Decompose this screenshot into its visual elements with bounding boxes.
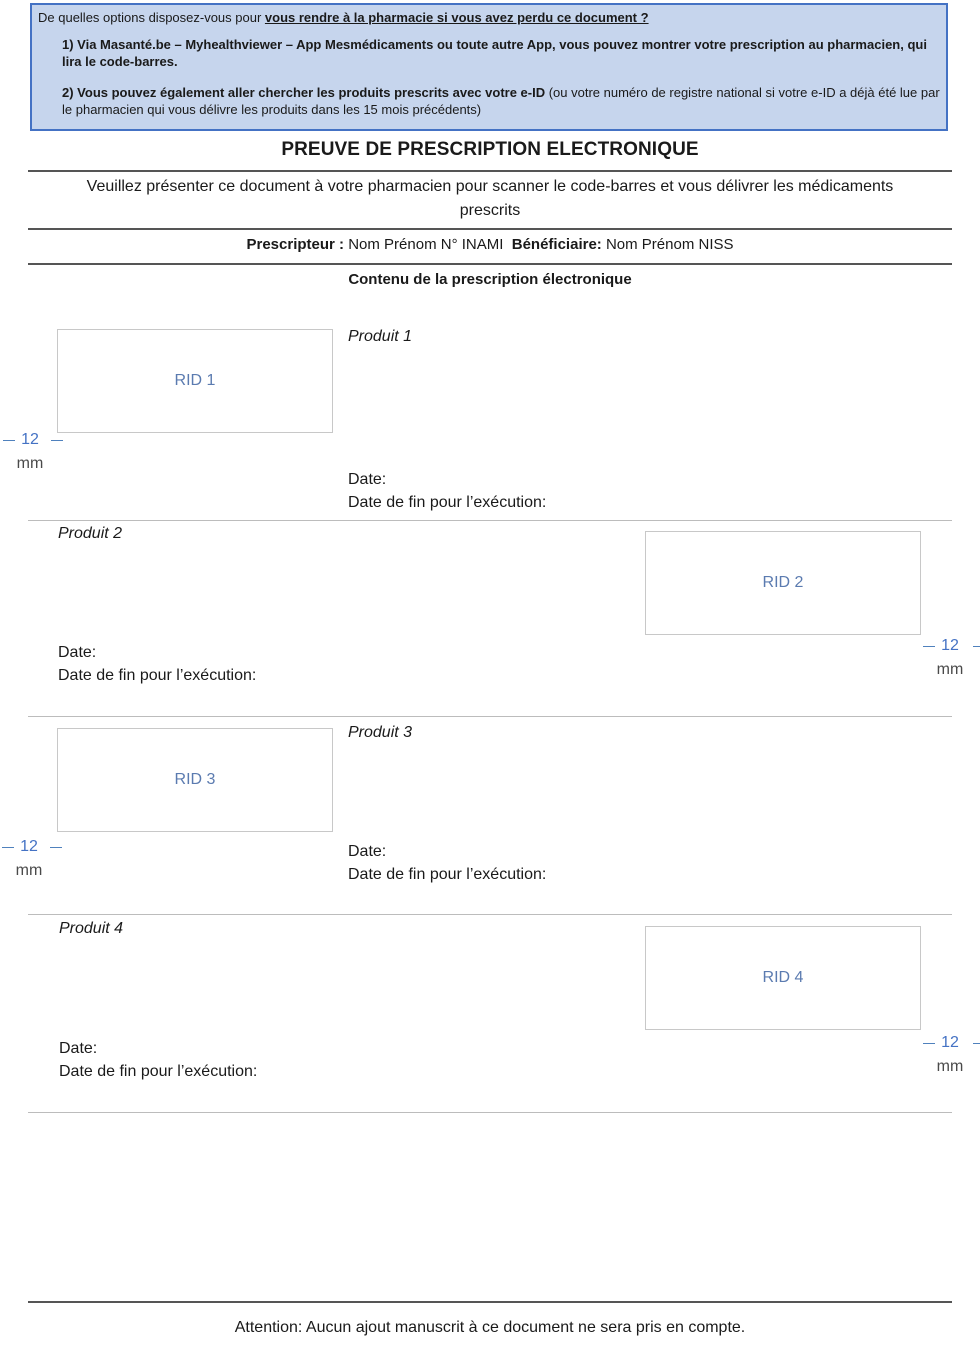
product-dates-2 [58,641,256,687]
end-date-label-3: Date de fin pour l’exécution: [348,866,547,883]
margin-value-4: 12 [941,1034,959,1051]
product-dates-1 [348,468,546,514]
divider-title [28,170,952,172]
date-label-3: Date: [348,843,387,860]
rid-barcode-2: RID 2 [645,531,921,635]
rid-barcode-1: RID 1 [57,329,333,433]
margin-unit-4: mm [936,1058,964,1075]
date-label-1: Date: [348,471,387,488]
end-date-label-1: Date de fin pour l’exécution: [348,494,547,511]
product-dates-3 [348,840,546,886]
prescriber-value: Nom Prénom N° INAMI [348,236,504,253]
end-date-label-4: Date de fin pour l’exécution: [59,1063,258,1080]
margin-unit-1: mm [16,455,44,472]
product-name-3: Produit 3 [348,724,413,741]
margin-note-right-2 [925,634,975,682]
beneficiary-label: Bénéficiaire: [511,236,606,253]
divider-parties [28,263,952,265]
divider-product-2 [28,716,952,717]
product-name-1: Produit 1 [348,328,413,345]
info-option-2-rest: (ou votre numéro de registre national si votre e-ID a déjà été lue par le pharmacien qui vous délivre les produits dans les 15 mois précédents) [62,85,940,117]
divider-product-4 [28,1112,952,1113]
document-title: PREUVE DE PRESCRIPTION ELECTRONIQUE [281,139,699,160]
info-question [38,9,940,26]
margin-value-1: 12 [21,431,39,448]
margin-note-left-3 [4,835,54,883]
product-name-2: Produit 2 [58,525,123,542]
product-dates-4 [59,1037,257,1083]
product-name-4: Produit 4 [59,920,124,937]
margin-note-left-1 [5,428,55,476]
rid-barcode-3: RID 3 [57,728,333,832]
margin-unit-2: mm [936,661,964,678]
info-option-2 [62,84,940,118]
margin-unit-3: mm [15,862,43,879]
divider-product-1 [28,520,952,521]
info-box [30,3,948,131]
date-label-2: Date: [58,644,97,661]
end-date-label-2: Date de fin pour l’exécution: [58,667,257,684]
beneficiary-value: Nom Prénom NISS [605,236,734,253]
intro-text: Veuillez présenter ce document à votre pharmacien pour scanner le code-barres et vous délivrer les médicaments prescrits [86,178,894,219]
rid-barcode-4: RID 4 [645,926,921,1030]
info-question-text: De quelles options disposez-vous pour [38,10,265,25]
date-label-4: Date: [59,1040,98,1057]
info-question-link[interactable]: vous rendre à la pharmacie si vous avez perdu ce document ? [264,10,649,25]
prescriber-label: Prescripteur : [246,236,349,253]
margin-value-2: 12 [941,637,959,654]
divider-intro [28,228,952,230]
footer-warning: Attention: Aucun ajout manuscrit à ce document ne sera pris en compte. [234,1319,746,1336]
content-title: Contenu de la prescription électronique [348,271,632,288]
info-option-1: 1) Via Masanté.be – Myhealthviewer – App Mesmédicaments ou toute autre App, vous pouvez montrer votre prescription au pharmacien, qui lira le code-barres. [62,37,927,69]
info-option-2-bold: 2) Vous pouvez également aller chercher les produits prescrits avec votre e-ID [62,85,546,100]
divider-product-3 [28,914,952,915]
margin-note-right-4 [925,1031,975,1079]
parties-line [30,236,950,253]
divider-footer [28,1301,952,1303]
margin-value-3: 12 [20,838,38,855]
